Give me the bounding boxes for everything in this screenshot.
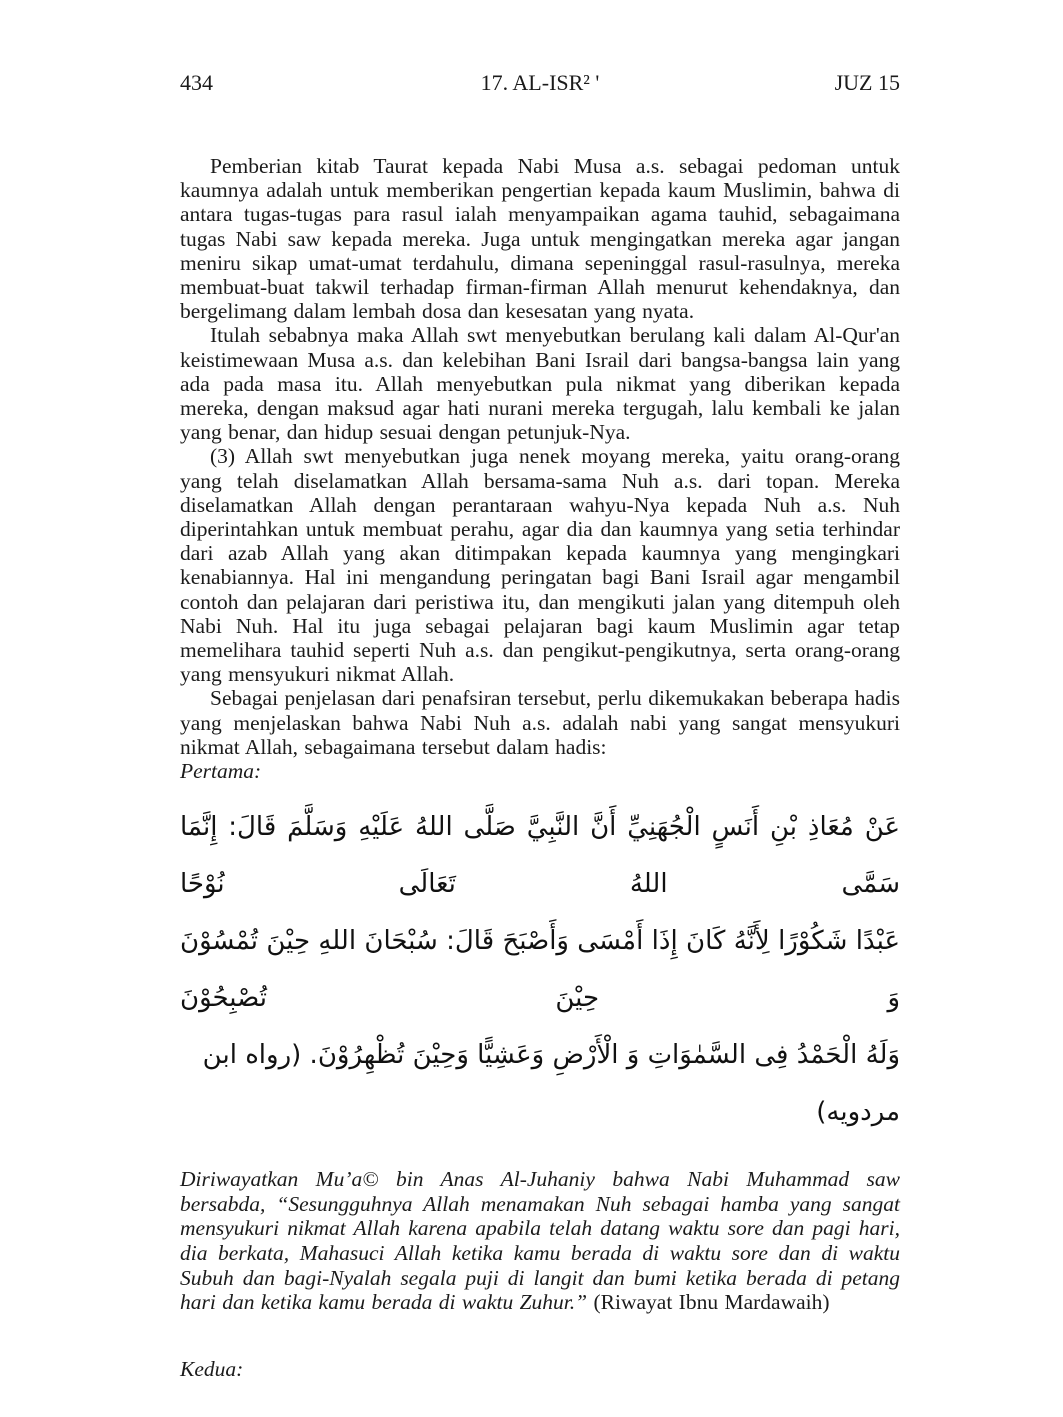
hadith-translation (180, 1167, 900, 1315)
hadith-arabic-line-1: عَنْ مُعَاذِ بْنِ أَنَسٍ الْجُهَنِيِّ أَنَّ النَّبِيَّ صَلَّى اللهُ عَلَيْهِ وَسَلَّمَ قَالَ: إِنَّمَا سَمَّى اللهُ تَعَالَى نُوْحًا (180, 812, 900, 900)
paragraph-point-3-nuh: (3) Allah swt menyebutkan juga nenek moyang mereka, yaitu orang-orang yang telah diselamatkan Allah bersama-sama Nuh a.s. dari topan. Mereka diselamatkan Allah dengan perantaraan wahyu-Nya kepada Nuh a.s. Nuh diperintahkan untuk membuat perahu, agar dia dan kaumnya yang setia terhindar dari azab Allah yang akan ditimpakan kepada kaumnya yang mengingkari kenabiannya. Hal ini mengandung peringatan bagi Bani Israil agar mengambil contoh dan pelajaran dari peristiwa itu, dan mengikuti jalan yang ditempuh oleh Nabi Nuh. Hal itu juga sebagai pelajaran bagi kaum Muslimin agar tetap memelihara tauhid seperti Nuh a.s. dan pengikut-pengikutnya, serta orang-orang yang mensyukuri nikmat Allah. (180, 444, 900, 687)
kedua-label: Kedua: (180, 1356, 244, 1381)
hadith-translation-text: Diriwayatkan Mu’a© bin Anas Al-Juhaniy bahwa Nabi Muhammad saw bersabda, “Sesungguhnya Allah menamakan Nuh sebagai hamba yang sangat mensyukuri nikmat Allah karena apabila telah datang waktu sore dan pagi hari, dia berkata, Mahasuci Allah ketika kamu berada di waktu sore dan di waktu Subuh dan bagi-Nyalah segala puji di langit dan bumi ketika berada di petang hari dan ketika kamu berada di waktu Zuhur.” (180, 1167, 900, 1315)
paragraph-penjelasan-hadis: Sebagai penjelasan dari penafsiran tersebut, perlu dikemukakan beberapa hadis yang menjelaskan bahwa Nabi Nuh a.s. adalah nabi yang sangat mensyukuri nikmat Allah, sebagaimana tersebut dalam hadis: (180, 686, 900, 759)
hadith-attribution: (Riwayat Ibnu Mardawaih) (593, 1290, 830, 1315)
running-header (180, 70, 900, 96)
chapter-title: 17. AL-ISR² ' (480, 70, 600, 95)
juz-label: JUZ 15 (834, 70, 900, 95)
pertama-label: Pertama: (180, 759, 262, 784)
hadith-arabic-line-3: وَلَهُ الْحَمْدُ فِى السَّمٰوَاتِ وَ الْأَرْضِ وَعَشِيًّا وَحِيْنَ تُظْهِرُوْنَ. (رواه ابن مردويه) (202, 1040, 900, 1128)
hadith-arabic-text (180, 799, 900, 1141)
page-number: 434 (180, 70, 213, 95)
paragraph-itulah-sebabnya: Itulah sebabnya maka Allah swt menyebutkan berulang kali dalam Al-Qur'an keistimewaan Musa a.s. dan kelebihan Bani Israil dari bangsa-bangsa lain yang ada pada masa itu. Allah menyebutkan pula nikmat yang diberikan kepada mereka, dengan maksud agar hati nurani mereka tergugah, lalu kembali ke jalan yang benar, dan hidup sesuai dengan petunjuk-Nya. (180, 323, 900, 445)
page-content (180, 154, 900, 1381)
hadith-arabic-line-2: عَبْدًا شَكُوْرًا لِأَنَّهُ كَانَ إِذَا أَمْسَى وَأَصْبَحَ قَالَ: سُبْحَانَ اللهِ حِيْنَ تُمْسُوْنَ وَ حِيْنَ تُصْبِحُوْنَ (180, 926, 900, 1014)
paragraph-taurat-musa: Pemberian kitab Taurat kepada Nabi Musa a.s. sebagai pedoman untuk kaumnya adalah untuk memberikan pengertian kepada kaum Muslimin, bahwa di antara tugas-tugas para rasul ialah menyampaikan agama tauhid, sebagaimana tugas Nabi saw kepada mereka. Juga untuk mengingatkan mereka agar jangan meniru sikap umat-umat terdahulu, dimana sepeninggal rasul-rasulnya, mereka membuat-buat takwil terhadap firman-firman Allah menurut kehendaknya, dan bergelimang dalam lembah dosa dan kesesatan yang nyata. (180, 154, 900, 324)
